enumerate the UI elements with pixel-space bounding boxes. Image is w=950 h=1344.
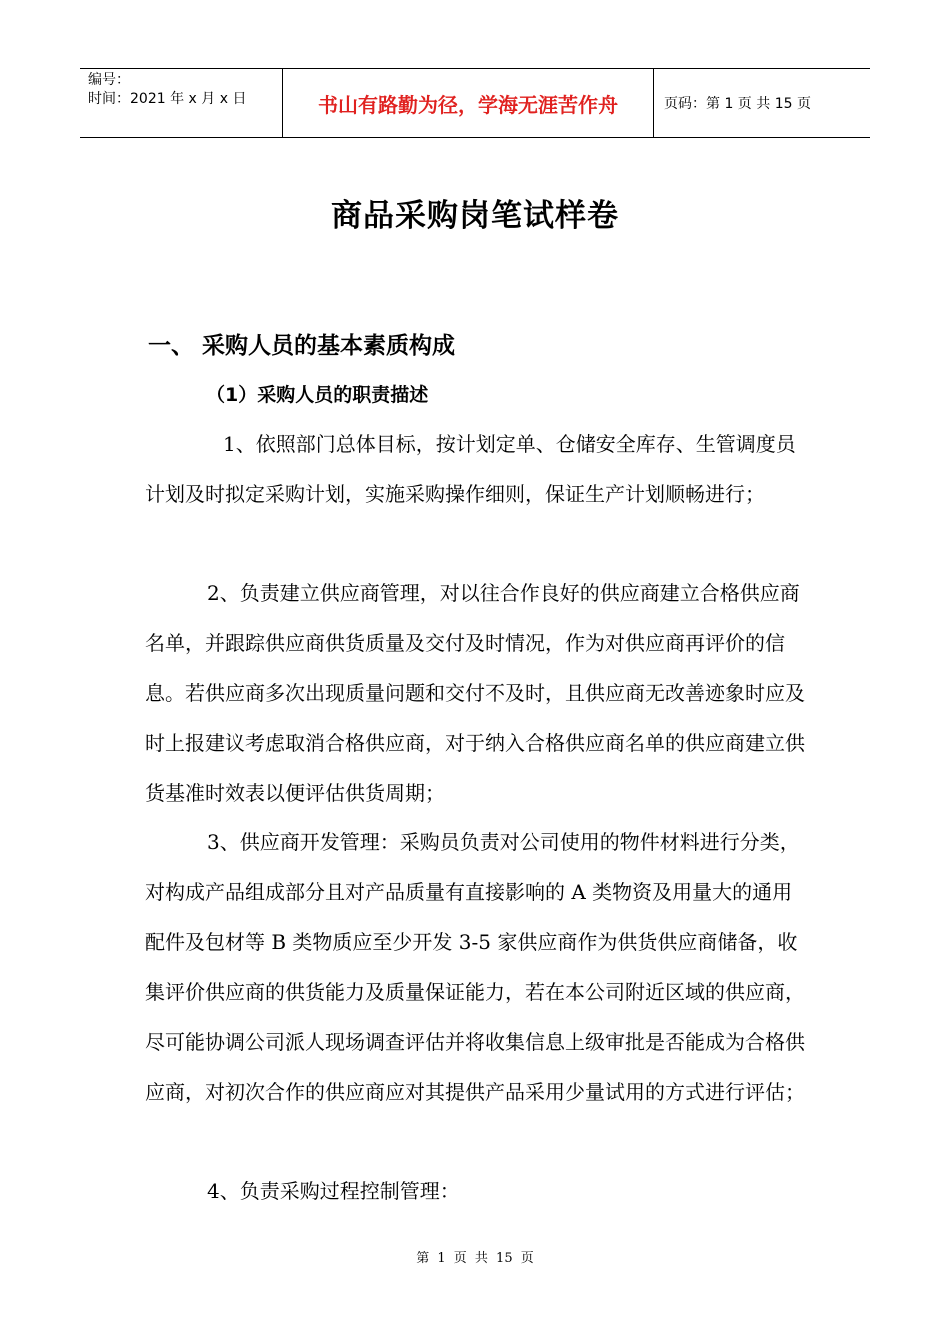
section-heading: 一、 采购人员的基本素质构成 xyxy=(148,333,456,359)
page-footer: 第 1 页 共 15 页 xyxy=(416,1251,534,1266)
paragraph-2: 2、负责建立供应商管理，对以往合作良好的供应商建立合格供应商名单，并跟踪供应商供货质量及交付及时情况，作为对供应商再评价的信息。若供应商多次出现质量问题和交付不及时，且供应商无改善迹象时应及时上报建议考虑取消合格供应商，对于纳入合格供应商名单的供应商建立供货基准时效表以便评估供货周期； xyxy=(145,581,805,805)
header-meta-cell xyxy=(80,69,282,137)
header-motto: 书山有路勤为径，学海无涯苦作舟 xyxy=(282,69,654,137)
sub-heading: （1）采购人员的职责描述 xyxy=(206,384,429,406)
document-number-label: 编号： xyxy=(88,72,130,88)
header-page-info: 页码：第 1 页 共 15 页 xyxy=(664,96,811,112)
paragraph-1: 1、依照部门总体目标，按计划定单、仓储安全库存、生管调度员计划及时拟定采购计划，实施采购操作细则，保证生产计划顺畅进行； xyxy=(145,432,796,506)
paragraph-3: 3、供应商开发管理：采购员负责对公司使用的物件材料进行分类，对构成产品组成部分且对产品质量有直接影响的 A 类物资及用量大的通用配件及包材等 B 类物质应至少开发 3-5 家供应商作为供货供应商储备，收集评价供应商的供货能力及质量保证能力，若在本公司附近区域的供应商，尽可能协调公司派人现场调查评估并将收集信息上级审批是否能成为合格供应商，对初次合作的供应商应对其提供产品采用少量试用的方式进行评估； xyxy=(145,830,805,1104)
paragraph-4: 4、负责采购过程控制管理： xyxy=(207,1179,460,1203)
header-table xyxy=(80,68,870,138)
document-date: 时间：2021 年 x 月 x 日 xyxy=(88,91,247,107)
document-title: 商品采购岗笔试样卷 xyxy=(331,198,619,234)
